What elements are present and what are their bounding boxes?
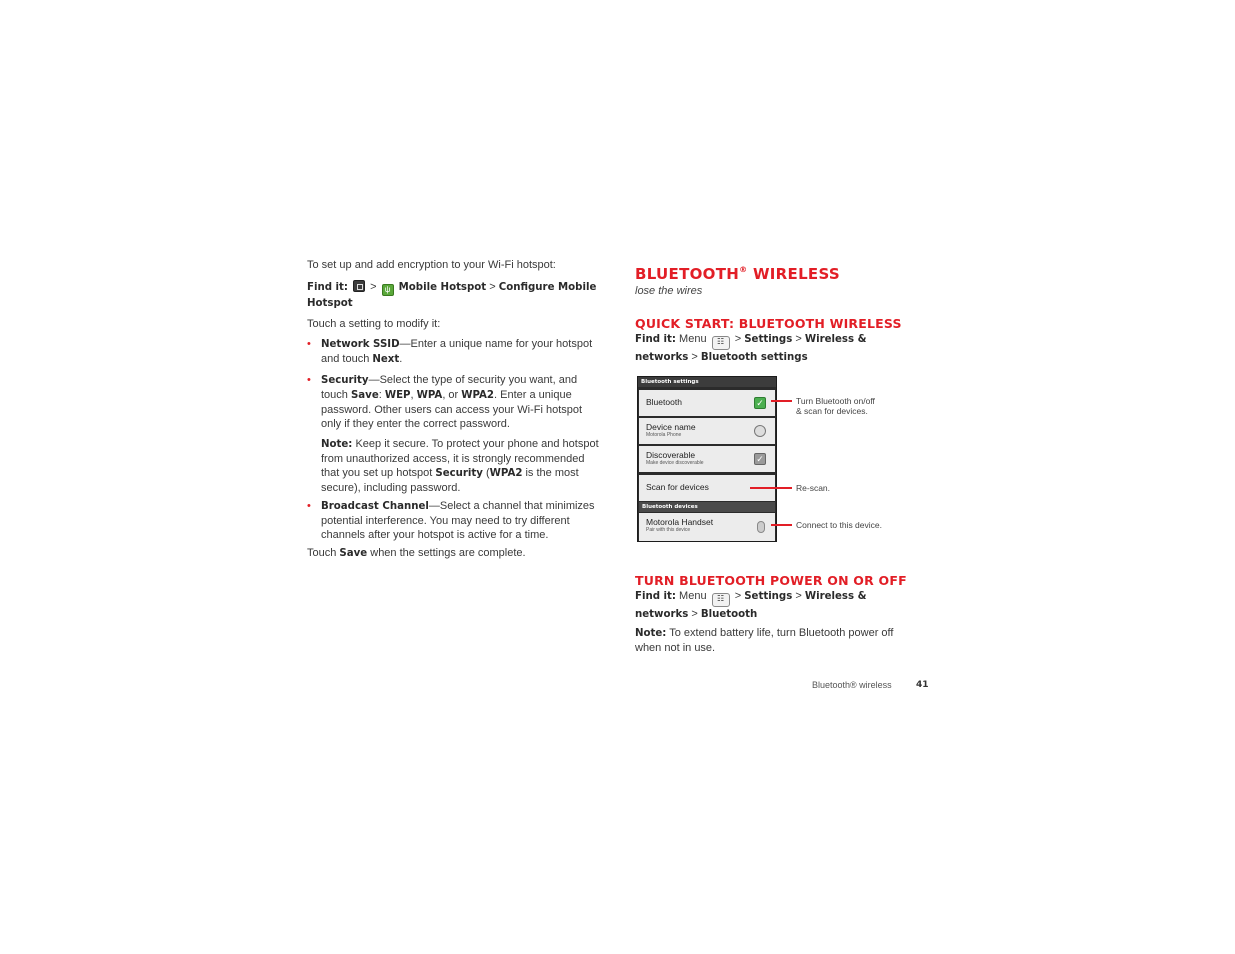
quickstart-find-it — [635, 332, 915, 365]
screen-item-discoverable[interactable] — [639, 446, 775, 472]
apps-icon — [353, 280, 365, 292]
path-separator: > — [691, 351, 698, 363]
touch-setting-text: Touch a setting to modify it: — [307, 318, 441, 330]
bullet-text: —Enter a unique name for your hotspot and touch — [321, 338, 593, 365]
bullet-dot: • — [307, 338, 311, 350]
callout-line-connect — [771, 524, 792, 526]
callout-line-toggle — [771, 400, 792, 402]
bullet-term: Security — [321, 375, 369, 386]
bullet-text: . — [399, 353, 403, 365]
bullet-bold: Next — [372, 354, 400, 365]
title-main: BLUETOOTH — [635, 265, 740, 283]
title-rest: WIRELESS — [747, 265, 841, 283]
hotspot-find-it — [307, 280, 599, 311]
screen-item-title: Device name — [646, 422, 696, 432]
bullet-network-ssid — [307, 337, 599, 367]
find-it-label: Find it: — [635, 591, 676, 602]
screen-item-title: Scan for devices — [646, 482, 709, 492]
wireless-networks-label: Wireless & networks — [635, 334, 867, 363]
note-text: ( — [482, 467, 490, 479]
checkbox-icon[interactable]: ✓ — [754, 453, 766, 465]
screen-item-title: Motorola Handset — [646, 517, 714, 527]
quickstart-heading: QUICK START: BLUETOOTH WIRELESS — [635, 316, 902, 331]
note-label: Note: — [321, 439, 353, 450]
callout-toggle-line2: & scan for devices. — [796, 406, 868, 416]
hotspot-icon: ψ — [382, 284, 394, 296]
screen-item-device[interactable] — [639, 513, 775, 542]
registered-mark: ® — [739, 265, 748, 274]
bullet-security — [307, 373, 599, 431]
power-section — [635, 573, 935, 655]
bluetooth-label: Bluetooth — [700, 609, 758, 620]
wireless-networks-label: Wireless & networks — [635, 591, 867, 620]
devices-header: Bluetooth devices — [639, 502, 775, 512]
find-it-label: Find it: — [635, 334, 676, 345]
callout-line-rescan — [750, 487, 792, 489]
settings-circle-icon — [754, 425, 766, 437]
find-it-label: Find it: — [307, 282, 348, 293]
screen-item-device-name[interactable] — [639, 418, 775, 444]
note-text: To extend battery life, turn Bluetooth power off when not in use. — [635, 627, 894, 654]
outro-text — [307, 546, 599, 561]
bullet-text: , — [410, 389, 417, 401]
power-heading: TURN BLUETOOTH POWER ON OR OFF — [635, 573, 907, 588]
note-text: is the most secure), including password. — [321, 467, 579, 494]
menu-text: Menu — [679, 333, 707, 345]
screen-item-title: Discoverable — [646, 450, 696, 460]
screen-item-bluetooth[interactable] — [639, 390, 775, 416]
footer-section: Bluetooth® wireless — [812, 680, 892, 690]
bullet-text: —Select a channel that minimizes potential interference. You may need to try different channels after your hotspot is active for a time. — [321, 500, 595, 541]
page-number: 41 — [916, 680, 929, 690]
bullet-bold: Save — [350, 390, 379, 401]
outro-text-a: Touch — [307, 547, 340, 559]
bullet-text: : — [378, 389, 385, 401]
checkbox-checked-icon[interactable]: ✓ — [754, 397, 766, 409]
callout-toggle — [796, 396, 875, 416]
mobile-hotspot-label: Mobile Hotspot — [398, 282, 487, 293]
path-separator: > — [489, 281, 496, 293]
path-separator: > — [734, 590, 742, 602]
note-label: Note: — [635, 628, 667, 639]
callout-rescan: Re-scan. — [796, 483, 831, 493]
path-separator: > — [370, 281, 377, 293]
callout-toggle-line1: Turn Bluetooth on/off — [796, 396, 875, 406]
screen-title: Bluetooth settings — [638, 377, 776, 387]
settings-label: Settings — [744, 334, 793, 345]
device-signal-icon — [757, 521, 765, 533]
outro-text-b: when the settings are complete. — [367, 547, 526, 559]
power-note — [635, 626, 903, 655]
bullet-dot: • — [307, 374, 311, 386]
callout-connect: Connect to this device. — [796, 520, 882, 530]
note-bold: Security — [435, 468, 483, 479]
intro-text: To set up and add encryption to your Wi-Fi hotspot: — [307, 259, 556, 271]
bluetooth-settings-label: Bluetooth settings — [700, 352, 808, 363]
screen-item-title: Bluetooth — [646, 397, 682, 407]
bullet-bold: WEP — [384, 390, 411, 401]
right-column — [635, 260, 935, 365]
note-text: Keep it secure. To protect your phone and hotspot from unauthorized access, it is strongly recommended that you set up hotspot — [321, 438, 599, 479]
bullet-text: , or — [442, 389, 462, 401]
bullet-term: Network SSID — [321, 339, 400, 350]
security-note — [307, 437, 599, 495]
screen-item-sub: Pair with this device — [646, 527, 691, 533]
note-bold: WPA2 — [489, 468, 523, 479]
screen-item-sub: Make device discoverable — [646, 460, 704, 466]
bullet-dot: • — [307, 500, 311, 512]
outro-bold: Save — [339, 548, 368, 559]
path-separator: > — [795, 590, 802, 602]
bullet-bold: WPA — [416, 390, 443, 401]
menu-key-icon: ☷ — [712, 593, 730, 607]
menu-key-icon: ☷ — [712, 336, 730, 350]
screen-item-sub: Motorola Phone — [646, 432, 682, 438]
configure-hotspot-label: Configure Mobile Hotspot — [307, 282, 597, 309]
path-separator: > — [734, 333, 742, 345]
bullet-bold: WPA2 — [461, 390, 495, 401]
page-title — [635, 260, 935, 284]
settings-label: Settings — [744, 591, 793, 602]
bullet-term: Broadcast Channel — [321, 501, 429, 512]
page-subtitle: lose the wires — [635, 285, 703, 297]
left-column — [307, 258, 599, 565]
bullet-broadcast-channel — [307, 499, 599, 542]
bullet-text: —Select the type of security you want, and touch — [321, 374, 578, 401]
path-separator: > — [691, 608, 698, 620]
menu-text: Menu — [679, 590, 707, 602]
bluetooth-settings-screen — [637, 376, 777, 542]
path-separator: > — [795, 333, 802, 345]
power-find-it — [635, 589, 915, 622]
bullet-text: . Enter a unique password. Other users can access your Wi-Fi hotspot only if they enter the correct password. — [321, 389, 583, 430]
